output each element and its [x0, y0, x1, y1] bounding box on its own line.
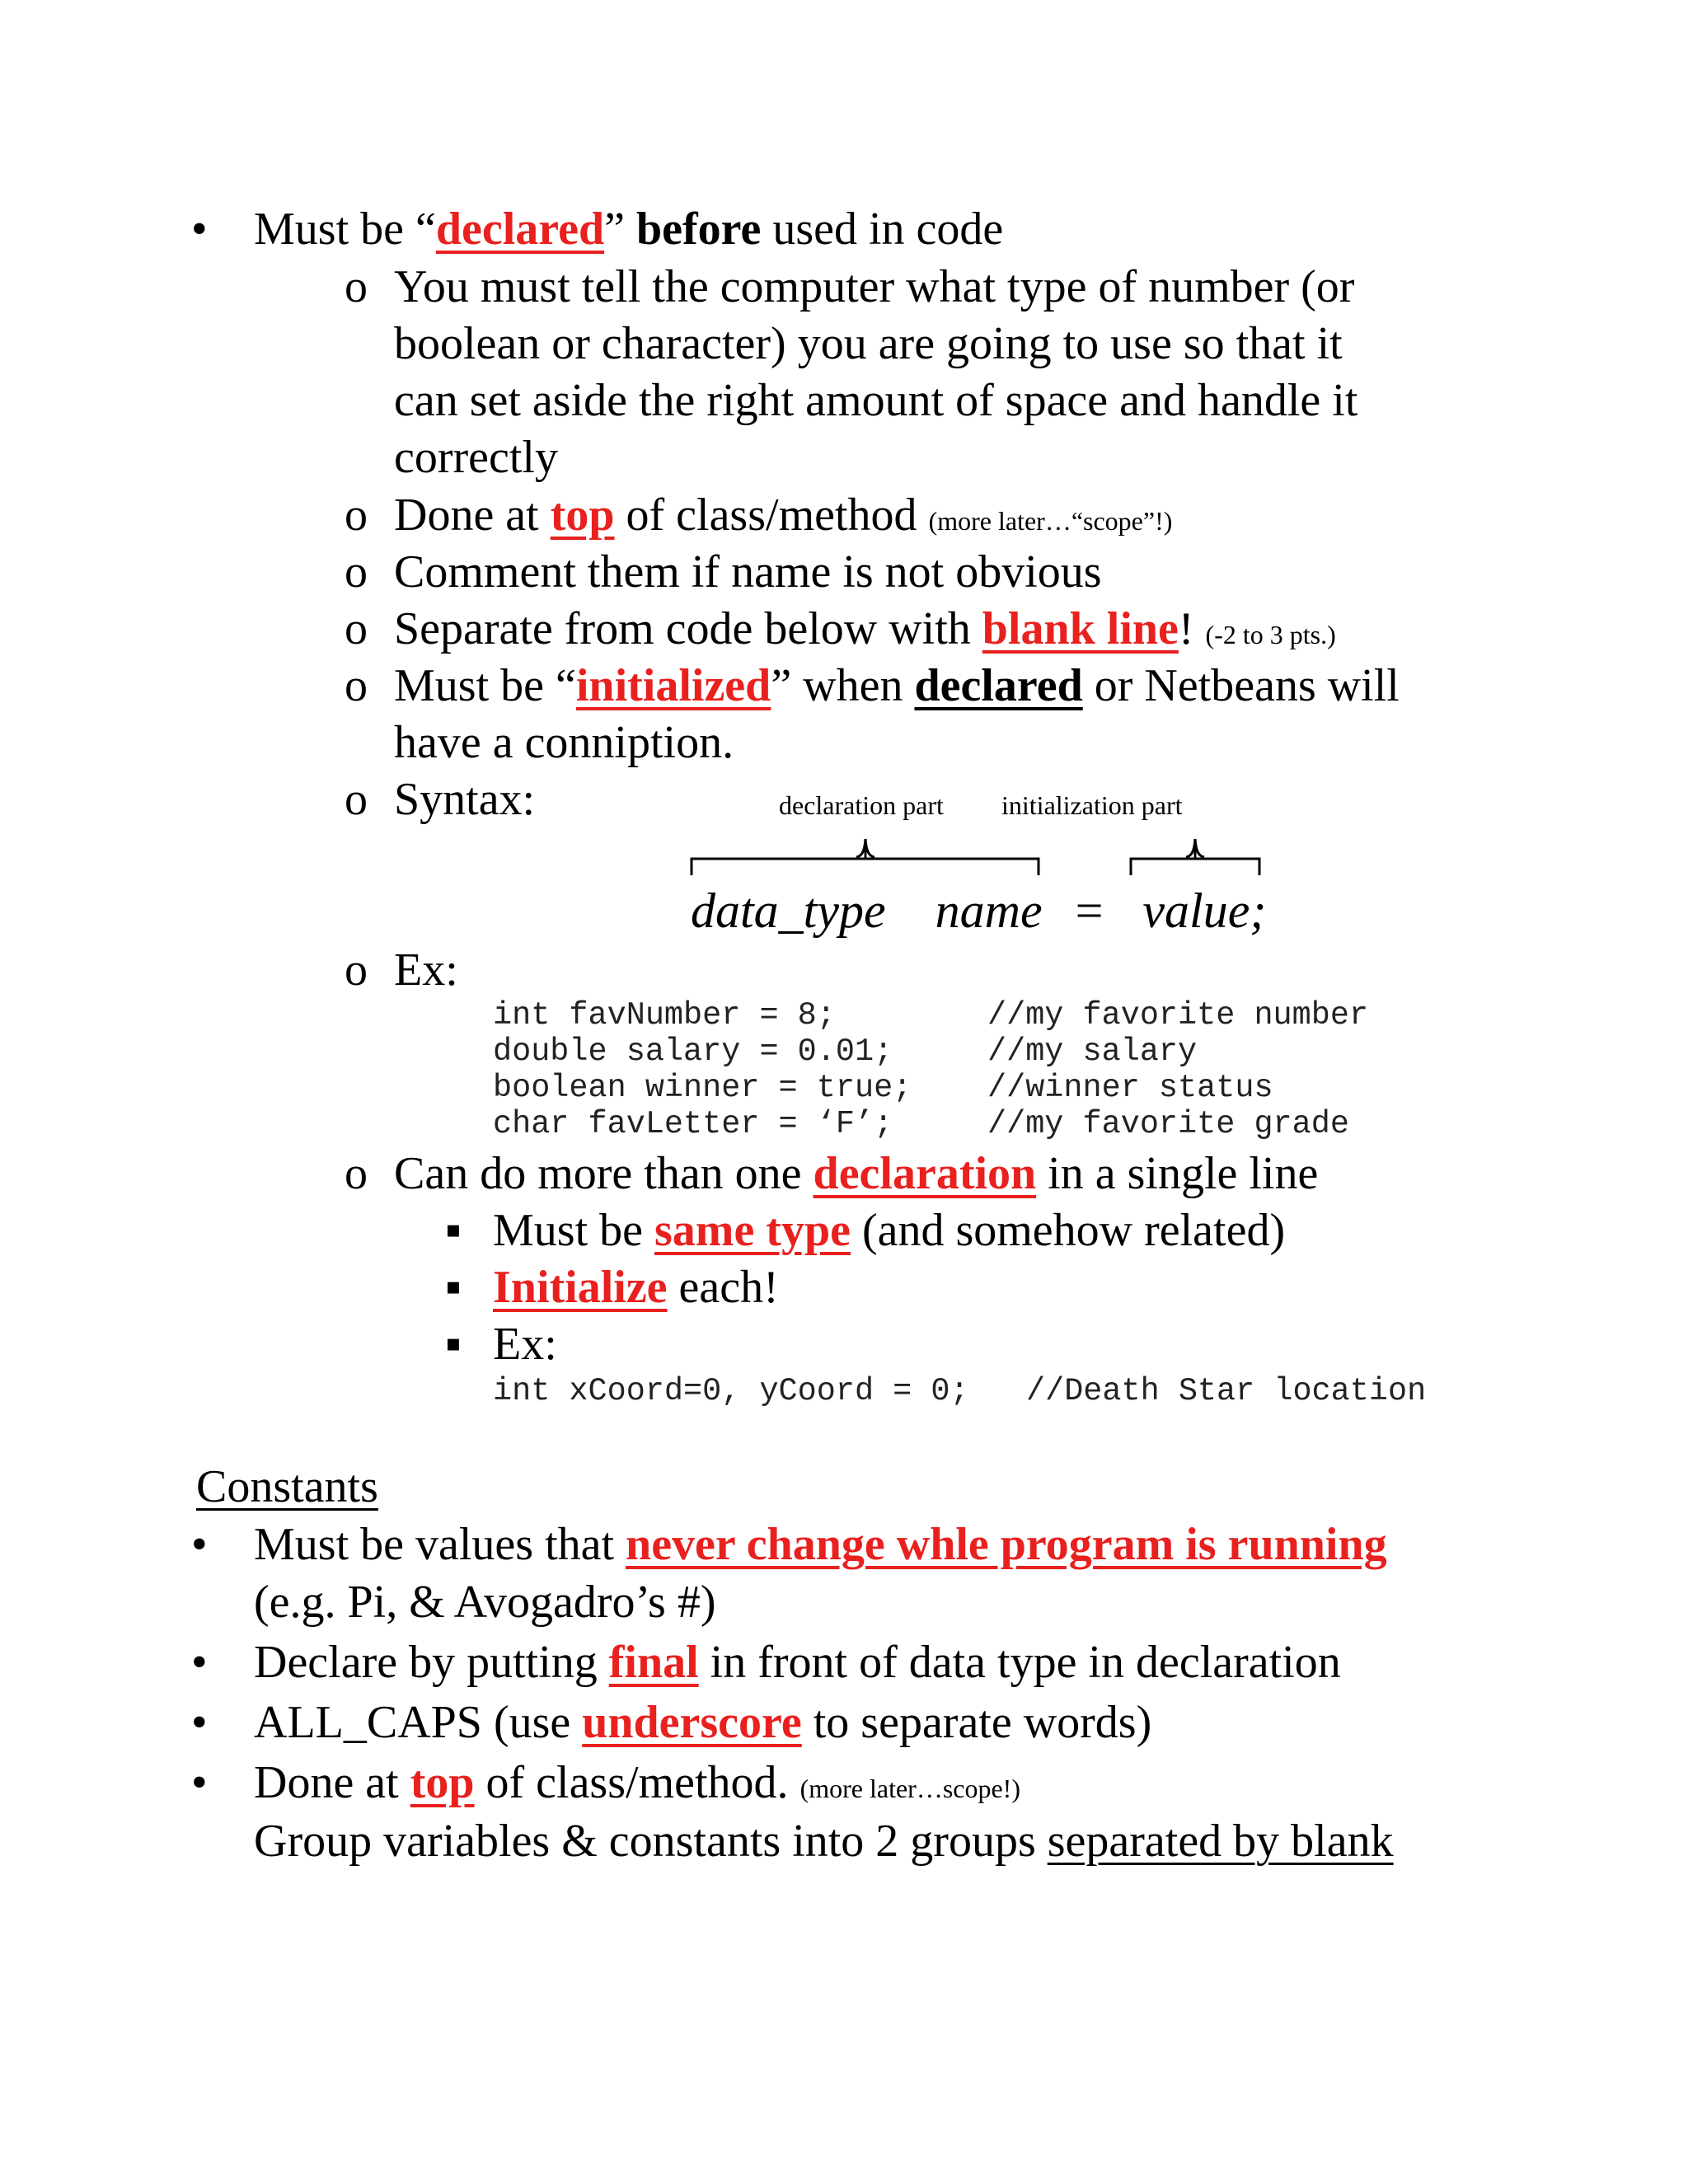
constants-all-caps — [254, 1694, 1151, 1750]
sub-separate-blank-line — [394, 601, 1336, 663]
constants-examples: (e.g. Pi, & Avogadro’s #) — [254, 1577, 716, 1628]
keyword-declaration: declaration — [813, 1148, 1037, 1199]
code-line-2: double salary = 0.01; — [493, 1033, 893, 1070]
bullet-disc: • — [191, 204, 208, 255]
text: ” — [604, 204, 636, 255]
separated-by-blank: separated by blank — [1047, 1816, 1394, 1867]
text: ALL_CAPS (use — [254, 1697, 583, 1748]
text: in a single line — [1036, 1148, 1319, 1199]
keyword-never-change: never change whle program is running — [626, 1519, 1387, 1570]
code-multi-declaration: int xCoord=0, yCoord = 0; — [493, 1373, 969, 1409]
code-line-3: boolean winner = true; — [493, 1070, 912, 1106]
declaration-part-label: declaration part — [779, 790, 944, 820]
syntax-equals: = — [1075, 883, 1104, 938]
subsub-example-label: Ex: — [493, 1319, 557, 1370]
note-scope: (more later…“scope”!) — [928, 506, 1173, 536]
bullet-disc: • — [191, 1757, 208, 1808]
keyword-top: top — [550, 490, 615, 541]
example-label: Ex: — [394, 944, 458, 996]
square-bullet: ▪ — [445, 1319, 462, 1370]
text: or Netbeans will — [1082, 660, 1400, 711]
text: Group variables & constants into 2 groups — [254, 1816, 1048, 1867]
text: (and somehow related) — [850, 1205, 1286, 1256]
text: Can do more than one — [394, 1148, 814, 1199]
circle-bullet: o — [345, 944, 368, 996]
keyword-before: before — [635, 204, 762, 255]
text: Must be values that — [254, 1519, 626, 1570]
keyword-final: final — [608, 1637, 699, 1688]
declaration-brace — [692, 839, 1039, 875]
text: ! — [1178, 603, 1206, 654]
keyword-declared-black: declared — [914, 660, 1083, 711]
subsub-same-type — [493, 1202, 1285, 1258]
heading-text: Constants — [196, 1461, 378, 1512]
keyword-initialize: Initialize — [493, 1262, 668, 1313]
bullet-disc: • — [191, 1519, 208, 1570]
square-bullet: ▪ — [445, 1262, 462, 1313]
code-comment-2: //my salary — [987, 1033, 1198, 1070]
sub-type-line-4: correctly — [394, 432, 558, 483]
subsub-initialize-each — [493, 1259, 779, 1315]
circle-bullet: o — [345, 603, 368, 654]
code-comment-3: //winner status — [987, 1070, 1273, 1106]
circle-bullet: o — [345, 490, 368, 541]
constants-group-variables — [254, 1813, 1394, 1869]
constants-final — [254, 1634, 1341, 1690]
note-points: (-2 to 3 pts.) — [1205, 620, 1336, 649]
keyword-top: top — [410, 1757, 475, 1808]
sub-multiple-declarations — [394, 1146, 1318, 1202]
text: Separate from code below with — [394, 603, 982, 654]
code-comment-4: //my favorite grade — [987, 1106, 1349, 1142]
text: Must be “ — [394, 660, 576, 711]
text: ” when — [771, 660, 915, 711]
text: Done at — [394, 490, 551, 541]
note-scope: (more later…scope!) — [799, 1774, 1020, 1803]
bullet-disc: • — [191, 1697, 208, 1748]
sub-type-line-2: boolean or character) you are going to use so that it — [394, 318, 1343, 369]
syntax-value: value — [1142, 883, 1250, 938]
text: used in code — [761, 204, 1004, 255]
code-line-4: char favLetter = ‘F’; — [493, 1106, 893, 1142]
bullet-disc: • — [191, 1637, 208, 1688]
code-multi-comment: //Death Star location — [1026, 1373, 1427, 1409]
keyword-initialized: initialized — [575, 660, 771, 711]
constants-done-at-top — [254, 1755, 1020, 1816]
bullet-declared-before-use — [254, 201, 1003, 257]
syntax-braces — [676, 831, 1269, 880]
sub-initialized-line-2: have a conniption. — [394, 717, 734, 768]
sub-initialized — [394, 658, 1400, 714]
code-line-1: int favNumber = 8; — [493, 997, 836, 1033]
sub-done-at-top — [394, 487, 1172, 549]
text: of class/method — [614, 490, 929, 541]
text: each! — [667, 1262, 779, 1313]
keyword-blank-line: blank line — [982, 603, 1179, 654]
syntax-semicolon: ; — [1250, 883, 1267, 938]
sub-type-line-1: You must tell the computer what type of number (or — [394, 261, 1355, 312]
constants-never-change — [254, 1516, 1387, 1572]
text: in front of data type in declaration — [698, 1637, 1341, 1688]
text: Must be “ — [254, 204, 436, 255]
text: to separate words) — [801, 1697, 1152, 1748]
syntax-name: name — [935, 883, 1043, 938]
keyword-declared: declared — [435, 204, 605, 255]
constants-heading — [196, 1459, 378, 1515]
text: Declare by putting — [254, 1637, 609, 1688]
circle-bullet: o — [345, 546, 368, 598]
circle-bullet: o — [345, 261, 368, 312]
text: of class/method. — [474, 1757, 800, 1808]
syntax-formula — [691, 882, 1266, 940]
circle-bullet: o — [345, 660, 368, 711]
circle-bullet: o — [345, 1148, 368, 1199]
keyword-same-type: same type — [654, 1205, 851, 1256]
sub-type-line-3: can set aside the right amount of space and handle it — [394, 375, 1358, 426]
syntax-label: Syntax: — [394, 774, 536, 825]
text: Must be — [493, 1205, 654, 1256]
text: Done at — [254, 1757, 410, 1808]
square-bullet: ▪ — [445, 1205, 462, 1256]
sub-comment-them: Comment them if name is not obvious — [394, 546, 1102, 598]
keyword-underscore: underscore — [582, 1697, 802, 1748]
syntax-data-type: data_type — [691, 883, 886, 938]
initialization-part-label: initialization part — [1001, 790, 1183, 820]
code-comment-1: //my favorite number — [987, 997, 1369, 1033]
initialization-brace — [1131, 839, 1259, 875]
circle-bullet: o — [345, 774, 368, 825]
